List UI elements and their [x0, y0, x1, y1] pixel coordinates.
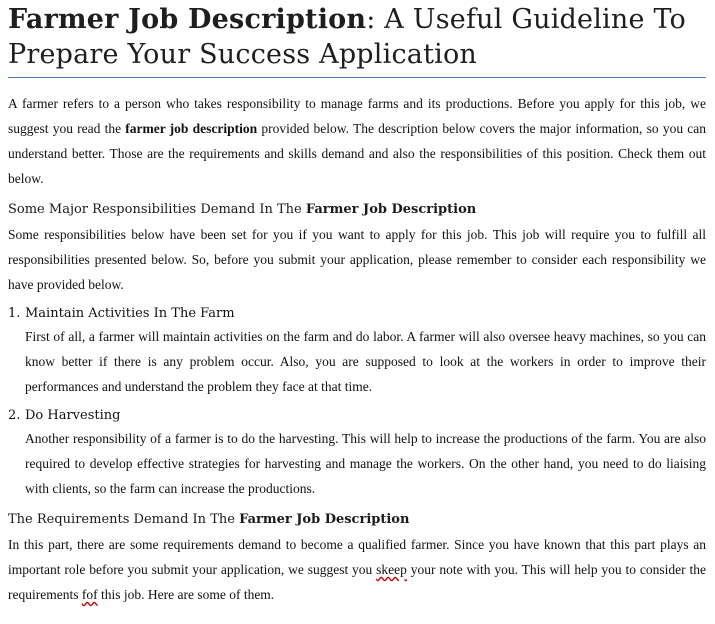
list-item — [8, 407, 706, 501]
list-item-heading — [8, 305, 706, 322]
spelling-error-word[interactable]: fof — [81, 587, 98, 602]
section1-heading-plain: Some Major Responsibilities Demand In The — [8, 202, 306, 217]
intro-text-bold: farmer job description — [125, 121, 258, 136]
intro-text-before: A farmer refers to a person who takes responsibility to manage farms and its productions. Before you apply for this job, we suggest you read the — [8, 96, 706, 136]
requirements-text-2: your note with you. This will help you to consider the requirements — [8, 562, 706, 602]
page-title — [8, 2, 706, 72]
title-rest: : A Useful Guideline To Prepare Your Success Application — [8, 4, 687, 70]
requirements-text-1: In this part, there are some requirements demand to become a qualified farmer. Since you have known that this part plays an important role before you submit your application, we suggest you — [8, 537, 706, 577]
list-item-title: Maintain Activities In The Farm — [25, 306, 235, 321]
requirements-text-3: this job. Here are some of them. — [97, 587, 275, 602]
list-item — [8, 305, 706, 399]
list-item-text: Another responsibility of a farmer is to do the harvesting. This will help to increase the productions of the farm. You are also required to develop effective strategies for harvesting and manage the workers. On the other hand, you need to do liaising with clients, so the farm can increase the productions. — [25, 431, 706, 496]
title-bold: Farmer Job Description — [8, 4, 367, 35]
section1-heading-bold: Farmer Job Description — [305, 202, 477, 217]
responsibilities-list — [8, 305, 706, 501]
intro-text-after: provided below. The description below covers the major information, so you can understand better. Those are the requirements and skills demand and also the responsibilities of this position. Check them out below. — [8, 121, 706, 186]
list-item-heading — [8, 407, 706, 424]
responsibilities-paragraph: Some responsibilities below have been set for you if you want to apply for this job. This job will require you to fulfill all responsibilities presented below. So, before you submit your application, please remember to consider each responsibility we have provided below. — [8, 227, 706, 292]
list-item-title: Do Harvesting — [25, 408, 121, 423]
section2-heading-plain: The Requirements Demand In The — [8, 512, 240, 527]
section-heading-responsibilities — [8, 201, 706, 218]
list-item-number: 1. — [8, 306, 21, 321]
document-page — [8, 0, 706, 607]
list-item-text: First of all, a farmer will maintain activities on the farm and do labor. A farmer will also oversee heavy machines, so you can know better if there is any problem occur. Also, you are supposed to look at the workers in order to improve their performances and understand the problem they face at that time. — [25, 329, 706, 394]
section-heading-requirements — [8, 511, 706, 528]
intro-paragraph — [8, 91, 706, 191]
requirements-paragraph — [8, 532, 706, 607]
title-divider — [8, 77, 706, 78]
list-item-number: 2. — [8, 408, 21, 423]
section2-heading-bold: Farmer Job Description — [239, 512, 410, 527]
spelling-error-word[interactable]: skeep — [376, 562, 407, 577]
